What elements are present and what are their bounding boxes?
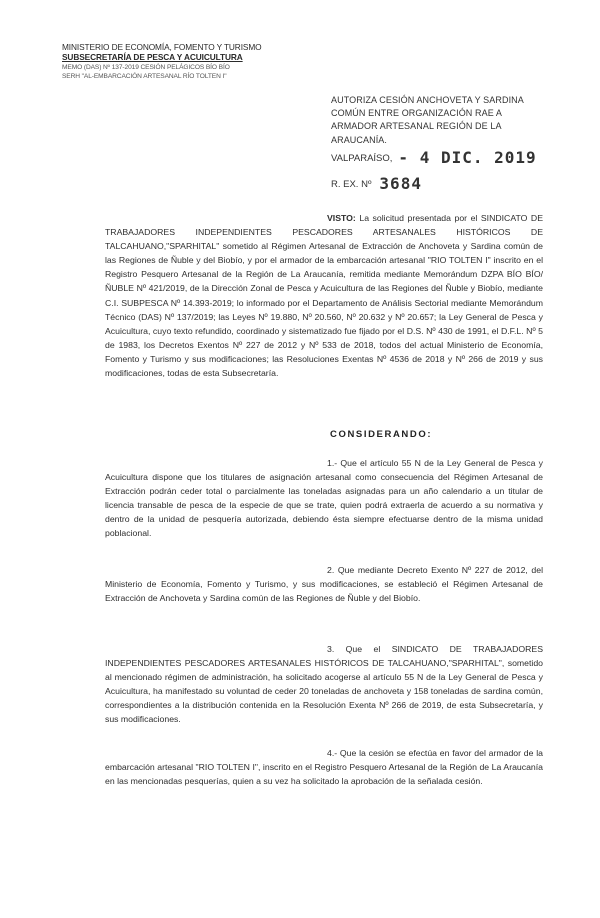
resolution-label: R. EX. Nº [331,179,372,190]
visto-label: VISTO: [327,213,356,223]
considerando-item-1: 1.- Que el artículo 55 N de la Ley General de Pesca y Acuicultura dispone que los titulares de asignación artesanal como consecuencia del Régimen Artesanal de Extracción podrán ceder total o parcialmente las toneladas asignadas para un año calendario a un titular de licencia transable de pesca de la especie de que se trate, quien podrá extraerla de acuerdo a su normativa y dentro de la unidad de pesquería autorizada, debiendo ésta siempre efectuarse dentro de la misma unidad poblacional. [105,458,543,539]
resolution-line [331,172,422,191]
memo-subject: SERH "AL-EMBARCACIÓN ARTESANAL RÍO TOLTEN I" [62,72,227,80]
ministry-name: MINISTERIO DE ECONOMÍA, FOMENTO Y TURISMO [62,42,262,52]
date-line [331,146,537,165]
document-reference: AUTORIZA CESIÓN ANCHOVETA Y SARDINA COMÚN ENTRE ORGANIZACIÓN RAE A ARMADOR ARTESANAL REGIÓN DE LA ARAUCANÍA. [331,95,524,145]
memo-reference: MEMO (DAS) Nº 137-2019 CESIÓN PELÁGICOS BÍO BÍO [62,63,230,71]
handwritten-date: - 4 DIC. 2019 [398,148,537,167]
subsecretariat-name: SUBSECRETARÍA DE PESCA Y ACUICULTURA [62,52,243,63]
visto-paragraph [105,211,543,380]
considerando-item-3: 3. Que el SINDICATO DE TRABAJADORES INDEPENDIENTES PESCADORES ARTESANALES HISTÓRICOS DE TALCAHUANO,"SPARHITAL", sometido al mencionado régimen de administración, ha solicitado acogerse al artículo 55 N de la Ley General de Pesca y Acuicultura, ha manifestado su voluntad de ceder 20 toneladas de anchoveta y 158 toneladas de sardina común, correspondientes a la distribución contenida en la Resolución Exenta Nº 266 de 2019, de esta Subsecretaría, y sus modificaciones. [105,644,543,725]
letterhead [62,42,262,81]
resolution-number: 3684 [379,174,422,193]
visto-text: La solicitud presentada por el SINDICATO DE TRABAJADORES INDEPENDIENTES PESCADORES ARTESANALES HISTÓRICOS DE TALCAHUANO,"SPARHITAL" sometido al Régimen Artesanal de Extracción de Anchoveta y Sardina común de las Regiones de Ñuble y del Biobío, y por el armador de la embarcación artesanal "RIO TOLTEN I" inscrito en el Registro Pesquero Artesanal de la Región de La Araucanía, remitida mediante Memorándum DZPA BÍO BÍO/ÑUBLE Nº 421/2019, de la Dirección Zonal de Pesca y Acuicultura de las Regiones del Ñuble y Biobío, mediante C.I. SUBPESCA Nº 14.393-2019; lo informado por el Departamento de Análisis Sectorial mediante Memorándum Técnico (DAS) Nº 137/2019; las Leyes Nº 19.880, Nº 20.560, Nº 20.632 y Nº 20.657; la Ley General de Pesca y Acuicultura, cuyo texto refundido, coordinado y sistematizado fue fijado por el D.S. Nº 430 de 1991, el D.F.L. Nº 5 de 1983, los Decretos Exentos Nº 227 de 2012 y Nº 533 de 2018, todos del actual Ministerio de Economía, Fomento y Turismo y sus modificaciones; las Resoluciones Exentas Nº 4536 de 2018 y Nº 266 de 2019 y sus modificaciones, todas de esta Subsecretaría. [105,213,543,379]
date-city: VALPARAÍSO, [331,153,393,164]
considerando-title: CONSIDERANDO: [330,429,433,440]
considerando-item-4: 4.- Que la cesión se efectúa en favor del armador de la embarcación artesanal "RIO TOLTEN I", inscrito en el Registro Pesquero Artesanal de la Región de La Araucanía en las mencionadas pesquerías, quien a su vez ha solicitado la aprobación de la señalada cesión. [105,748,543,787]
considerando-item-2: 2. Que mediante Decreto Exento Nº 227 de 2012, del Ministerio de Economía, Fomento y Turismo, y sus modificaciones, se estableció el Régimen Artesanal de Extracción de Anchoveta y Sardina común de las Regiones de Ñuble y del Biobío. [105,565,543,604]
